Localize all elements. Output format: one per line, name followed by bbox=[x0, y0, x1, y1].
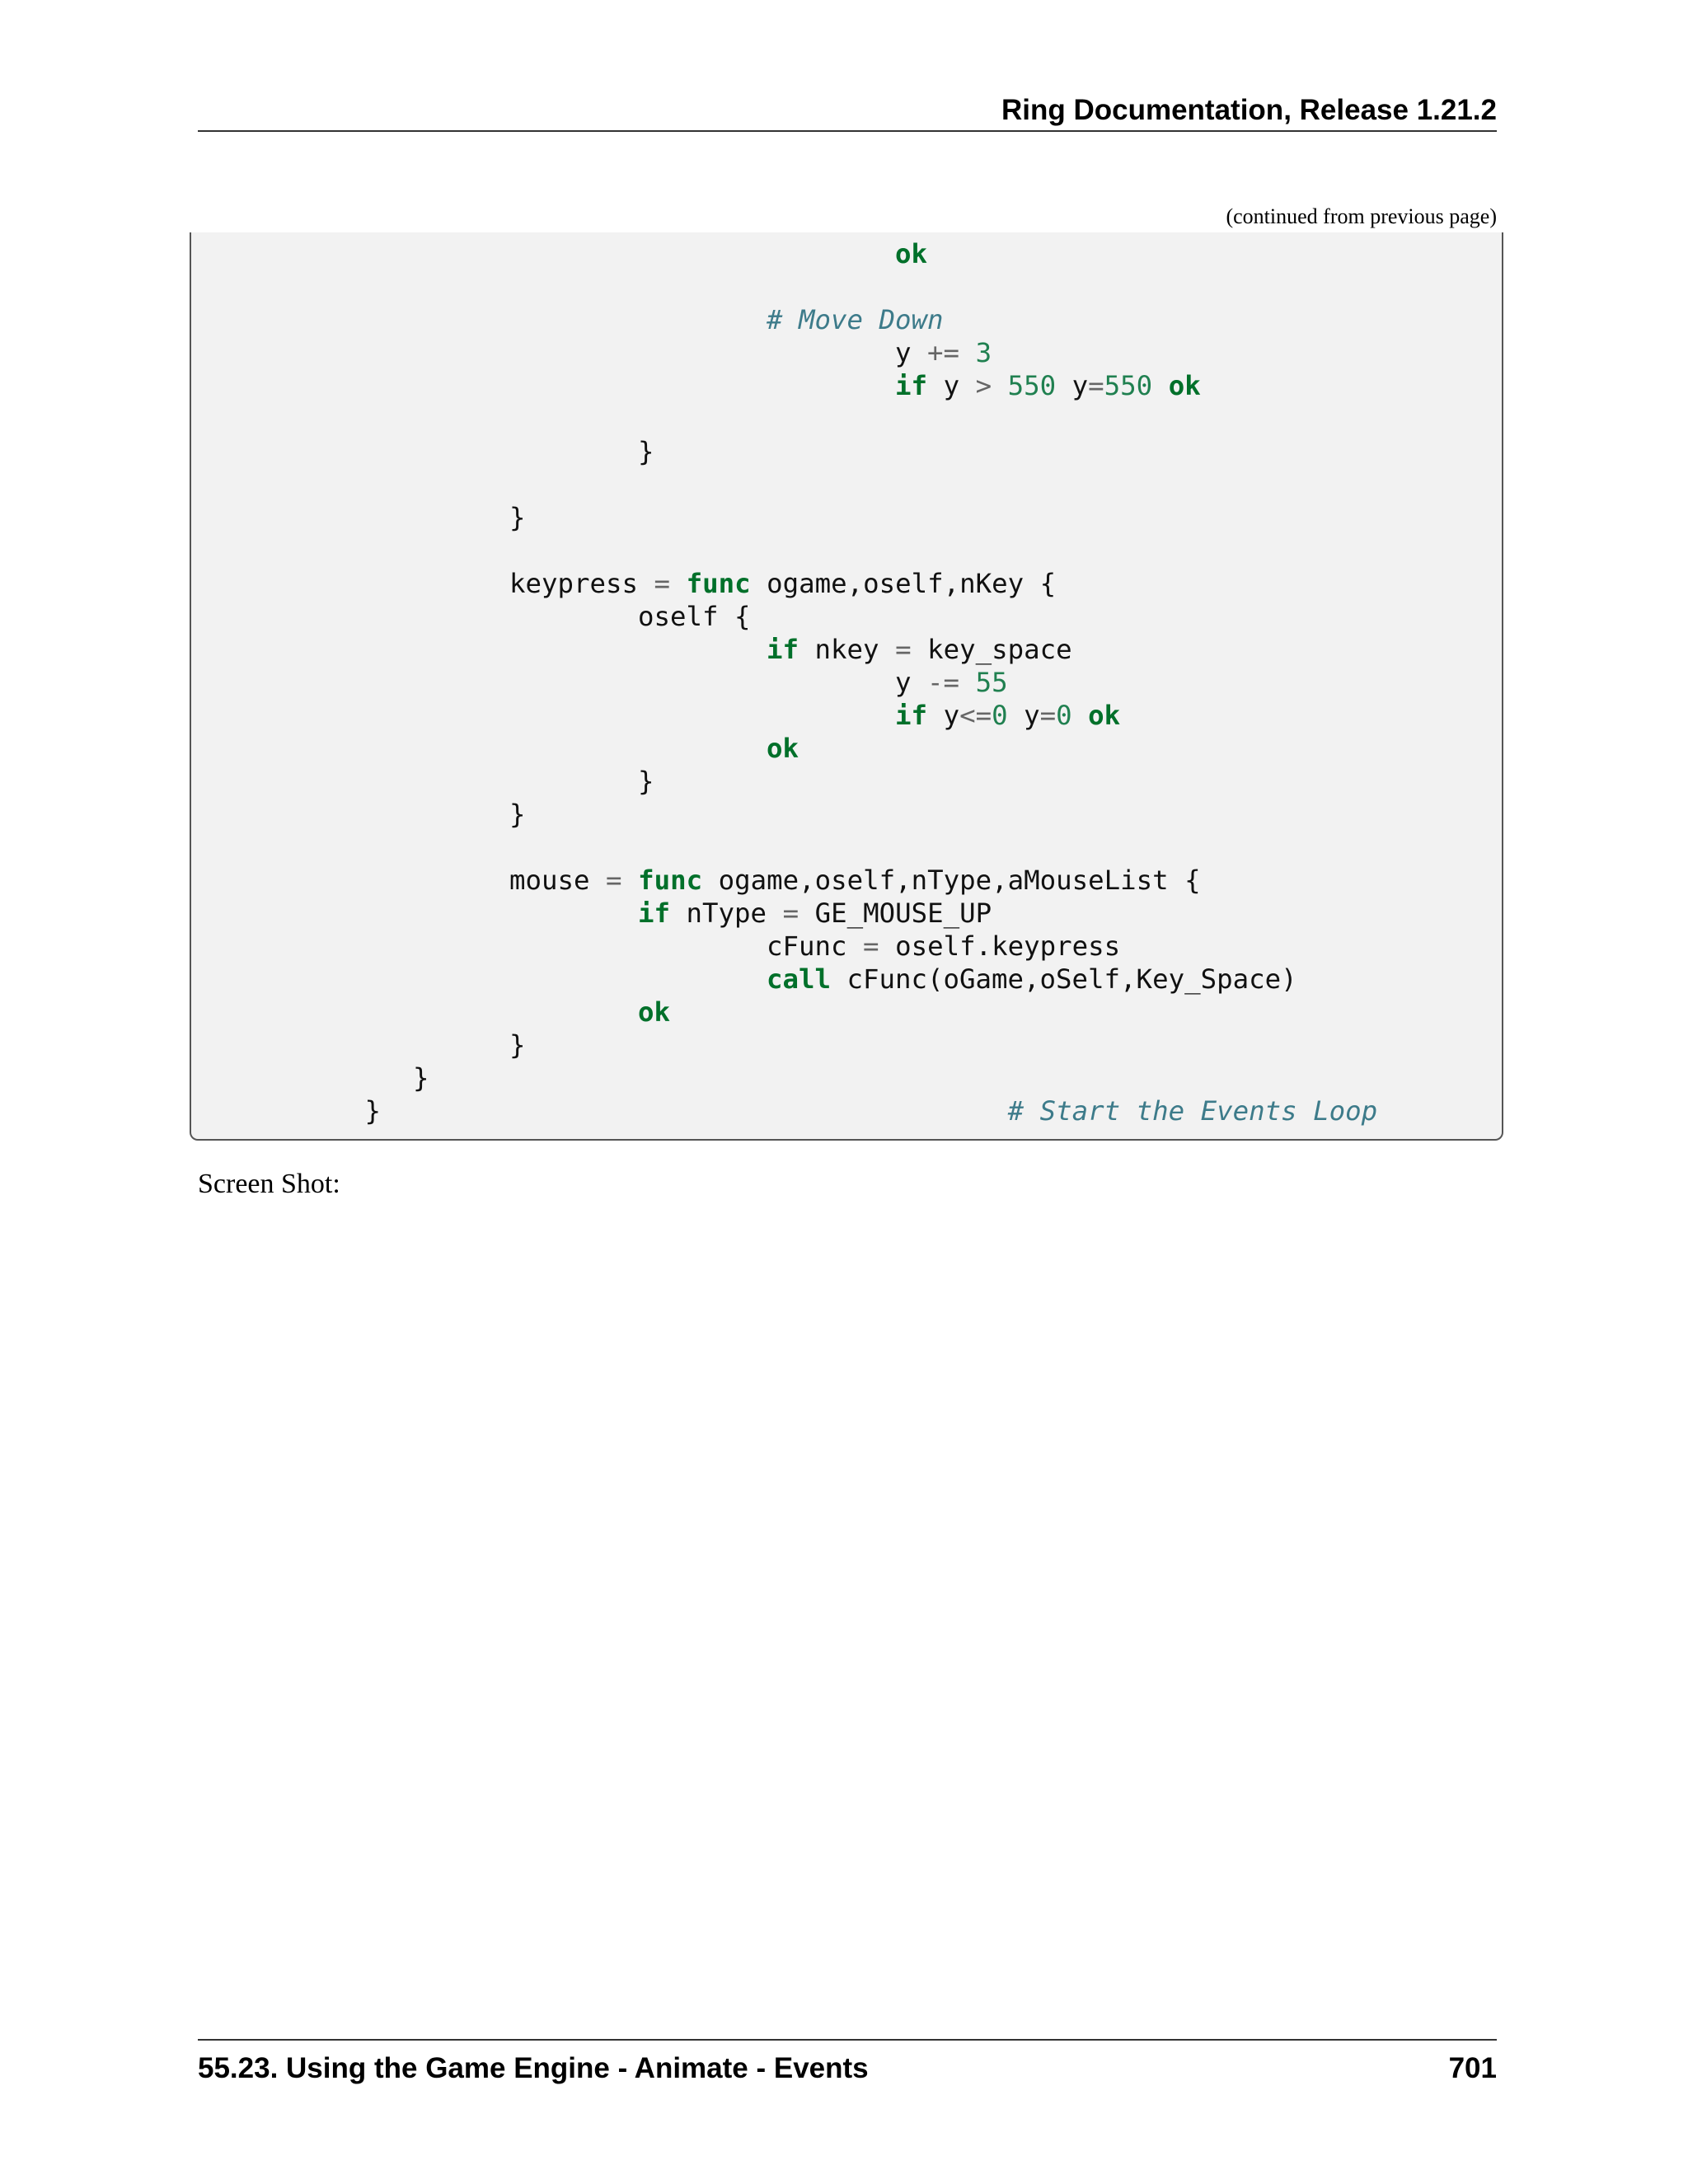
code-token: += bbox=[927, 337, 960, 368]
page-number: 701 bbox=[1448, 2052, 1497, 2084]
code-token: = bbox=[606, 865, 622, 896]
code-token bbox=[992, 370, 1008, 401]
code-token: } bbox=[413, 1062, 429, 1094]
code-line bbox=[316, 765, 654, 798]
code-line bbox=[316, 600, 751, 633]
code-token: y bbox=[927, 370, 976, 401]
code-line bbox=[316, 336, 992, 369]
code-token: if bbox=[638, 898, 671, 929]
code-token bbox=[622, 865, 639, 896]
code-token: GE_MOUSE_UP bbox=[799, 898, 992, 929]
code-token: y bbox=[1007, 700, 1040, 731]
code-token bbox=[509, 898, 638, 929]
code-token bbox=[1152, 370, 1169, 401]
code-token: 550 bbox=[1104, 370, 1153, 401]
code-line bbox=[316, 732, 799, 765]
code-token: y bbox=[509, 667, 928, 698]
code-token: } bbox=[364, 1095, 1008, 1127]
code-token: } bbox=[509, 502, 526, 533]
code-token: ok bbox=[895, 238, 928, 269]
code-line bbox=[316, 699, 1120, 732]
code-token bbox=[1072, 700, 1089, 731]
code-token: # Move Down bbox=[767, 304, 944, 335]
continued-note: (continued from previous page) bbox=[1226, 204, 1497, 228]
code-token bbox=[959, 667, 976, 698]
code-token: 0 bbox=[1056, 700, 1072, 731]
code-token bbox=[959, 337, 976, 368]
code-token bbox=[509, 963, 767, 995]
footer-section-title: 55.23. Using the Game Engine - Animate - Events bbox=[198, 2052, 869, 2084]
code-token: nkey bbox=[799, 634, 896, 665]
code-token: func bbox=[686, 568, 751, 599]
code-token: = bbox=[895, 634, 912, 665]
code-token: ok bbox=[1168, 370, 1201, 401]
code-token bbox=[509, 304, 767, 335]
code-line bbox=[316, 1062, 429, 1094]
page-header bbox=[198, 89, 1497, 132]
code-token: = bbox=[863, 930, 879, 962]
code-token: } bbox=[509, 1029, 526, 1061]
code-token: # Start the Events Loop bbox=[1007, 1095, 1378, 1127]
code-block bbox=[190, 232, 1503, 1141]
code-token: = bbox=[1039, 700, 1057, 731]
code-token: <= bbox=[959, 700, 992, 731]
code-token: > bbox=[975, 370, 992, 401]
code-token: key_space bbox=[911, 634, 1072, 665]
code-token: y bbox=[1056, 370, 1089, 401]
code-token: cFunc bbox=[509, 930, 864, 962]
code-line bbox=[316, 369, 1201, 402]
code-token: mouse bbox=[509, 865, 607, 896]
code-token: if bbox=[767, 634, 799, 665]
code-line bbox=[316, 963, 1297, 996]
code-line bbox=[316, 1029, 526, 1062]
code-token: ok bbox=[767, 733, 799, 764]
code-token: keypress bbox=[509, 568, 654, 599]
code-token: 550 bbox=[1007, 370, 1057, 401]
code-token: = bbox=[782, 898, 799, 929]
code-line bbox=[316, 435, 654, 468]
code-token: 0 bbox=[992, 700, 1008, 731]
code-token: y bbox=[509, 337, 928, 368]
code-token: 55 bbox=[975, 667, 1008, 698]
code-line bbox=[316, 864, 1201, 897]
code-token bbox=[509, 370, 895, 401]
code-token: ogame,oself,nKey { bbox=[750, 568, 1057, 599]
code-token: y bbox=[927, 700, 960, 731]
code-token: if bbox=[895, 370, 928, 401]
code-token bbox=[509, 733, 767, 764]
code-token: ok bbox=[638, 996, 671, 1028]
code-token: ogame,oself,nType,aMouseList { bbox=[702, 865, 1201, 896]
code-line bbox=[316, 237, 927, 270]
code-line bbox=[316, 501, 526, 534]
code-token: oself { bbox=[509, 601, 751, 632]
code-line bbox=[316, 996, 670, 1029]
code-token: = bbox=[1088, 370, 1104, 401]
code-token bbox=[509, 996, 638, 1028]
code-line bbox=[316, 897, 992, 930]
code-token bbox=[509, 238, 895, 269]
code-token: } bbox=[509, 766, 654, 797]
code-token: ok bbox=[1088, 700, 1121, 731]
code-line bbox=[316, 666, 1008, 699]
code-token: = bbox=[654, 568, 671, 599]
code-token: cFunc(oGame,oSelf,Key_Space) bbox=[831, 963, 1297, 995]
code-line bbox=[316, 303, 944, 336]
code-token: oself.keypress bbox=[879, 930, 1121, 962]
document-title: Ring Documentation, Release 1.21.2 bbox=[1001, 94, 1497, 126]
code-token: } bbox=[509, 799, 526, 830]
code-token: 3 bbox=[975, 337, 992, 368]
code-token bbox=[670, 568, 687, 599]
code-line bbox=[316, 798, 526, 831]
code-token: -= bbox=[927, 667, 960, 698]
code-token: nType bbox=[670, 898, 783, 929]
code-line bbox=[316, 567, 1056, 600]
code-token: func bbox=[638, 865, 703, 896]
code-token: if bbox=[895, 700, 928, 731]
page-footer bbox=[198, 2039, 1497, 2090]
code-line bbox=[316, 633, 1072, 666]
code-line bbox=[316, 930, 1120, 963]
code-token: } bbox=[509, 436, 654, 467]
code-token bbox=[509, 634, 767, 665]
code-token bbox=[509, 700, 895, 731]
code-line bbox=[316, 1094, 1377, 1127]
code-token: call bbox=[767, 963, 832, 995]
screenshot-caption: Screen Shot: bbox=[198, 1169, 340, 1199]
